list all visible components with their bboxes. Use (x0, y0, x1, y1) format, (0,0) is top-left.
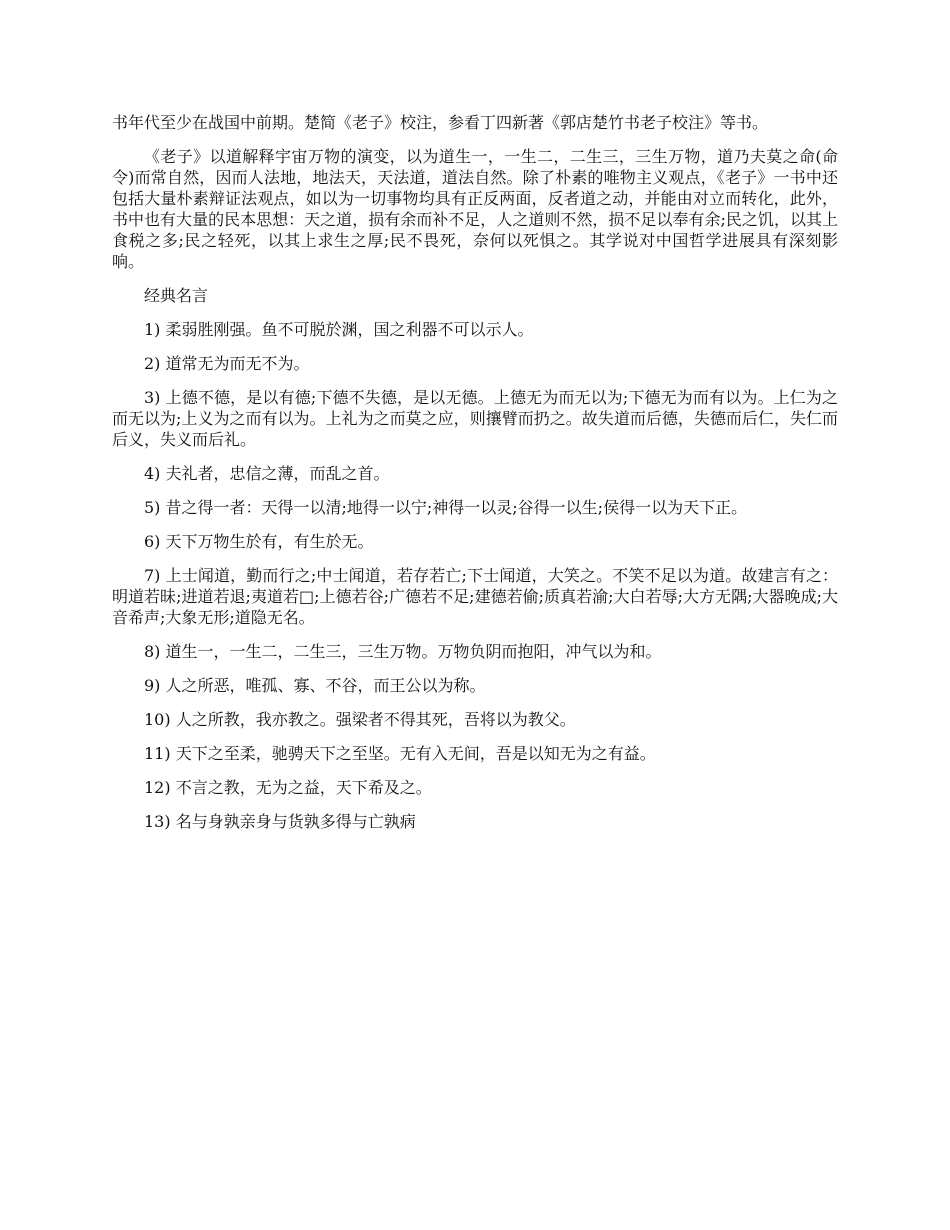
quote-item-6: 6) 天下万物生於有，有生於无。 (144, 532, 374, 551)
document-page (112, 112, 838, 845)
quote-item-3: 3) 上德不德，是以有德;下德不失德，是以无德。上德无为而无以为;下德无为而有以为。上仁为之而无以为;上义为之而有以为。上礼为之而莫之应，则攘臂而扔之。故失道而后德，失德而后仁，失仁而后义，失义而后礼。 (112, 388, 838, 449)
section-heading-classic-quotes: 经典名言 (144, 286, 209, 305)
quote-item-13: 13) 名与身孰亲身与货孰多得与亡孰病 (144, 812, 416, 831)
quote-item-9: 9) 人之所恶，唯孤、寡、不谷，而王公以为称。 (144, 676, 486, 695)
quote-item-11: 11) 天下之至柔，驰骋天下之至坚。无有入无间，吾是以知无为之有益。 (144, 744, 656, 763)
quote-item-8: 8) 道生一，一生二，二生三，三生万物。万物负阴而抱阳，冲气以为和。 (144, 642, 662, 661)
paragraph-laozi-summary: 《老子》以道解释宇宙万物的演变，以为道生一，一生二，二生三，三生万物，道乃夫莫之命(命令)而常自然，因而人法地，地法天，天法道，道法自然。除了朴素的唯物主义观点，《老子》一书中还包括大量朴素辩证法观点，如以为一切事物均具有正反两面，反者道之动，并能由对立而转化，此外，书中也有大量的民本思想：天之道，损有余而补不足，人之道则不然，损不足以奉有余;民之饥，以其上食税之多;民之轻死，以其上求生之厚;民不畏死，奈何以死惧之。其学说对中国哲学进展具有深刻影响。 (112, 147, 838, 271)
quote-item-10: 10) 人之所教，我亦教之。强梁者不得其死，吾将以为教父。 (144, 710, 576, 729)
quote-item-2: 2) 道常无为而无不为。 (144, 354, 310, 373)
paragraph-continuation: 书年代至少在战国中前期。楚简《老子》校注，参看丁四新著《郭店楚竹书老子校注》等书。 (112, 113, 769, 132)
quote-item-4: 4) 夫礼者，忠信之薄，而乱之首。 (144, 464, 390, 483)
quote-item-12: 12) 不言之教，无为之益，天下希及之。 (144, 778, 432, 797)
quote-item-7: 7) 上士闻道，勤而行之;中士闻道，若存若亡;下士闻道，大笑之。不笑不足以为道。故建言有之：明道若昧;进道若退;夷道若□;上德若谷;广德若不足;建德若偷;质真若渝;大白若辱;大方无隅;大器晚成;大音希声;大象无形;道隐无名。 (112, 566, 838, 627)
quote-item-1: 1) 柔弱胜刚强。鱼不可脱於渊，国之利器不可以示人。 (144, 320, 534, 339)
quote-item-5: 5) 昔之得一者：天得一以清;地得一以宁;神得一以灵;谷得一以生;侯得一以为天下正。 (144, 498, 748, 517)
